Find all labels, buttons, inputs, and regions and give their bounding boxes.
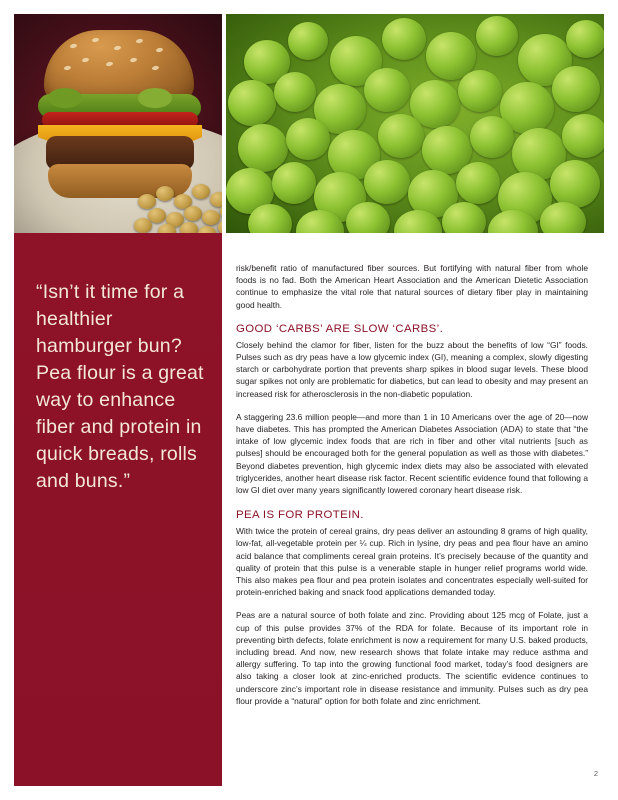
section-heading-carbs: GOOD ‘CARBS’ ARE SLOW ‘CARBS’. <box>236 322 444 335</box>
paragraph-protein-1: With twice the protein of cereal grains, dry peas deliver an astounding 8 grams of high quality, low-fat, all-vegetable protein per ¼ cup. Rich in lysine, dry peas and pea flour have an amino acid balance that compliments cereal grain proteins. It’s precisely because of the quantity and quality of protein that this pulse is a venerable staple in hunger relief programs world wide. This also makes pea flour and pea protein isolates and concentrates especially well-suited for protein-enriched baking and snack food applications demanded today. <box>236 526 588 598</box>
green-peas-photo <box>226 14 604 233</box>
pull-quote-panel <box>14 233 222 786</box>
pull-quote-text: “Isn’t it time for a healthier hamburger bun? Pea flour is a great way to enhance fiber and protein in quick breads, rolls and buns.” <box>36 281 204 492</box>
section-heading-protein: PEA IS FOR PROTEIN. <box>236 509 364 522</box>
page-number: 2 <box>593 769 598 778</box>
chickpeas-cluster <box>134 164 222 233</box>
paragraph-protein-2: Peas are a natural source of both folate and zinc. Providing about 125 mcg of Folate, just a cup of this pulse provides 37% of the RDA for folate. Because of its important role in preventing birth defects, folate enrichment is now a requirement for many U.S. baked products, including bread. And now, new research shows that folate intake may reduce asthma and allergy suffering. To tap into the growing functional food market, today’s food designers are also taking a closer look at zinc-enriched products. The scientific evidence continues to underscore zinc’s important role in disease resistance and immunity. Pulses such as dry pea flour provide a “natural” option for both folate and zinc enrichment. <box>236 610 588 706</box>
paragraph-intro: risk/benefit ratio of manufactured fiber sources. But fortifying with natural fiber from whole foods is no fad. Both the American Heart Association and the American Dietetic Association continue to emphasize the vital role that natural sources of dietary fiber play in maintaining good health. <box>236 263 588 310</box>
hamburger-on-plate-photo <box>14 14 222 233</box>
page-content <box>14 14 604 786</box>
article-body <box>236 262 588 718</box>
paragraph-carbs-1: Closely behind the clamor for fiber, listen for the buzz about the benefits of low “GI” foods. Pulses such as dry peas have a low glycemic index (GI), meaning a complex, slowly digesting starch or carbohydrate portion that prevents sharp spikes in blood sugar levels. These blood sugar spikes not only are problematic for diabetics, but can lead to obesity and may present an increased risk for atherosclerosis in the non-diabetic population. <box>236 339 588 399</box>
hero-image-band <box>14 14 604 233</box>
paragraph-carbs-2: A staggering 23.6 million people—and more than 1 in 10 Americans over the age of 20—now have diabetes. This has prompted the American Diabetes Association (ADA) to state that “the intake of low glycemic index foods that are rich in fiber and other vital nutrients [such as pulses] should be encouraged both for the general population as well as those with diabetes.” Beyond diabetes prevention, high glycemic index diets may also be associated with elevated triglycerides, another heart disease risk factor. Recent scientific evidence found that following a low GI diet over many years significantly lowered coronary heart disease risk. <box>236 411 588 496</box>
